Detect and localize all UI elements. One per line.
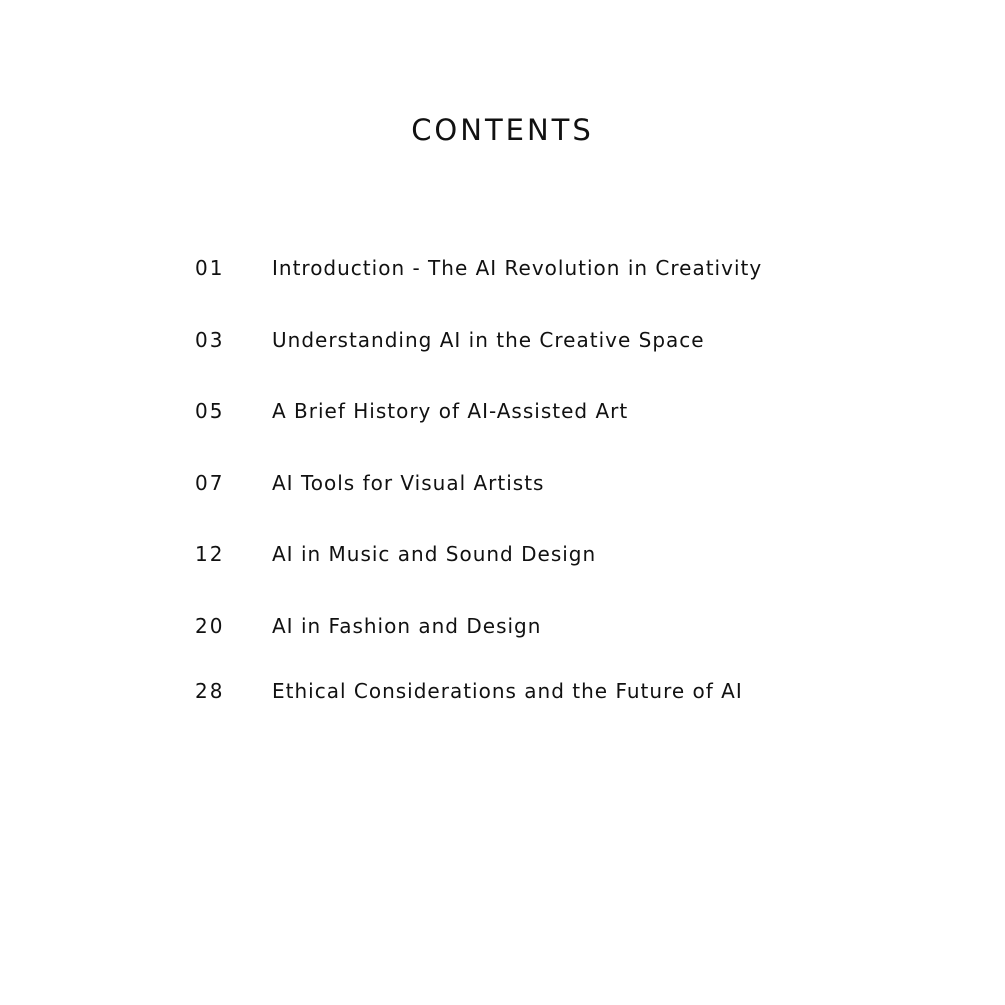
toc-heading: Ethical Considerations and the Future of AI xyxy=(272,679,743,703)
toc-heading: AI Tools for Visual Artists xyxy=(272,471,545,495)
toc-heading: A Brief History of AI-Assisted Art xyxy=(272,399,629,423)
toc-page-number: 20 xyxy=(195,614,225,638)
toc-page-number: 05 xyxy=(195,399,225,423)
toc-entry xyxy=(195,539,835,569)
page-title: CONTENTS xyxy=(411,113,594,147)
toc-entry xyxy=(195,611,835,641)
toc-heading: AI in Fashion and Design xyxy=(272,614,542,638)
toc-heading: Understanding AI in the Creative Space xyxy=(272,328,705,352)
toc-heading: AI in Music and Sound Design xyxy=(272,542,597,566)
toc-page-number: 12 xyxy=(195,542,225,566)
toc-heading: Introduction - The AI Revolution in Creativity xyxy=(272,256,763,280)
toc-page-number: 01 xyxy=(195,256,225,280)
toc-page-number: 28 xyxy=(195,679,225,703)
toc-entry xyxy=(195,325,835,355)
toc-entry xyxy=(195,676,835,706)
toc-entry xyxy=(195,396,835,426)
toc-page-number: 03 xyxy=(195,328,225,352)
toc-page-number: 07 xyxy=(195,471,225,495)
toc-entry xyxy=(195,468,835,498)
toc-entry xyxy=(195,253,835,283)
